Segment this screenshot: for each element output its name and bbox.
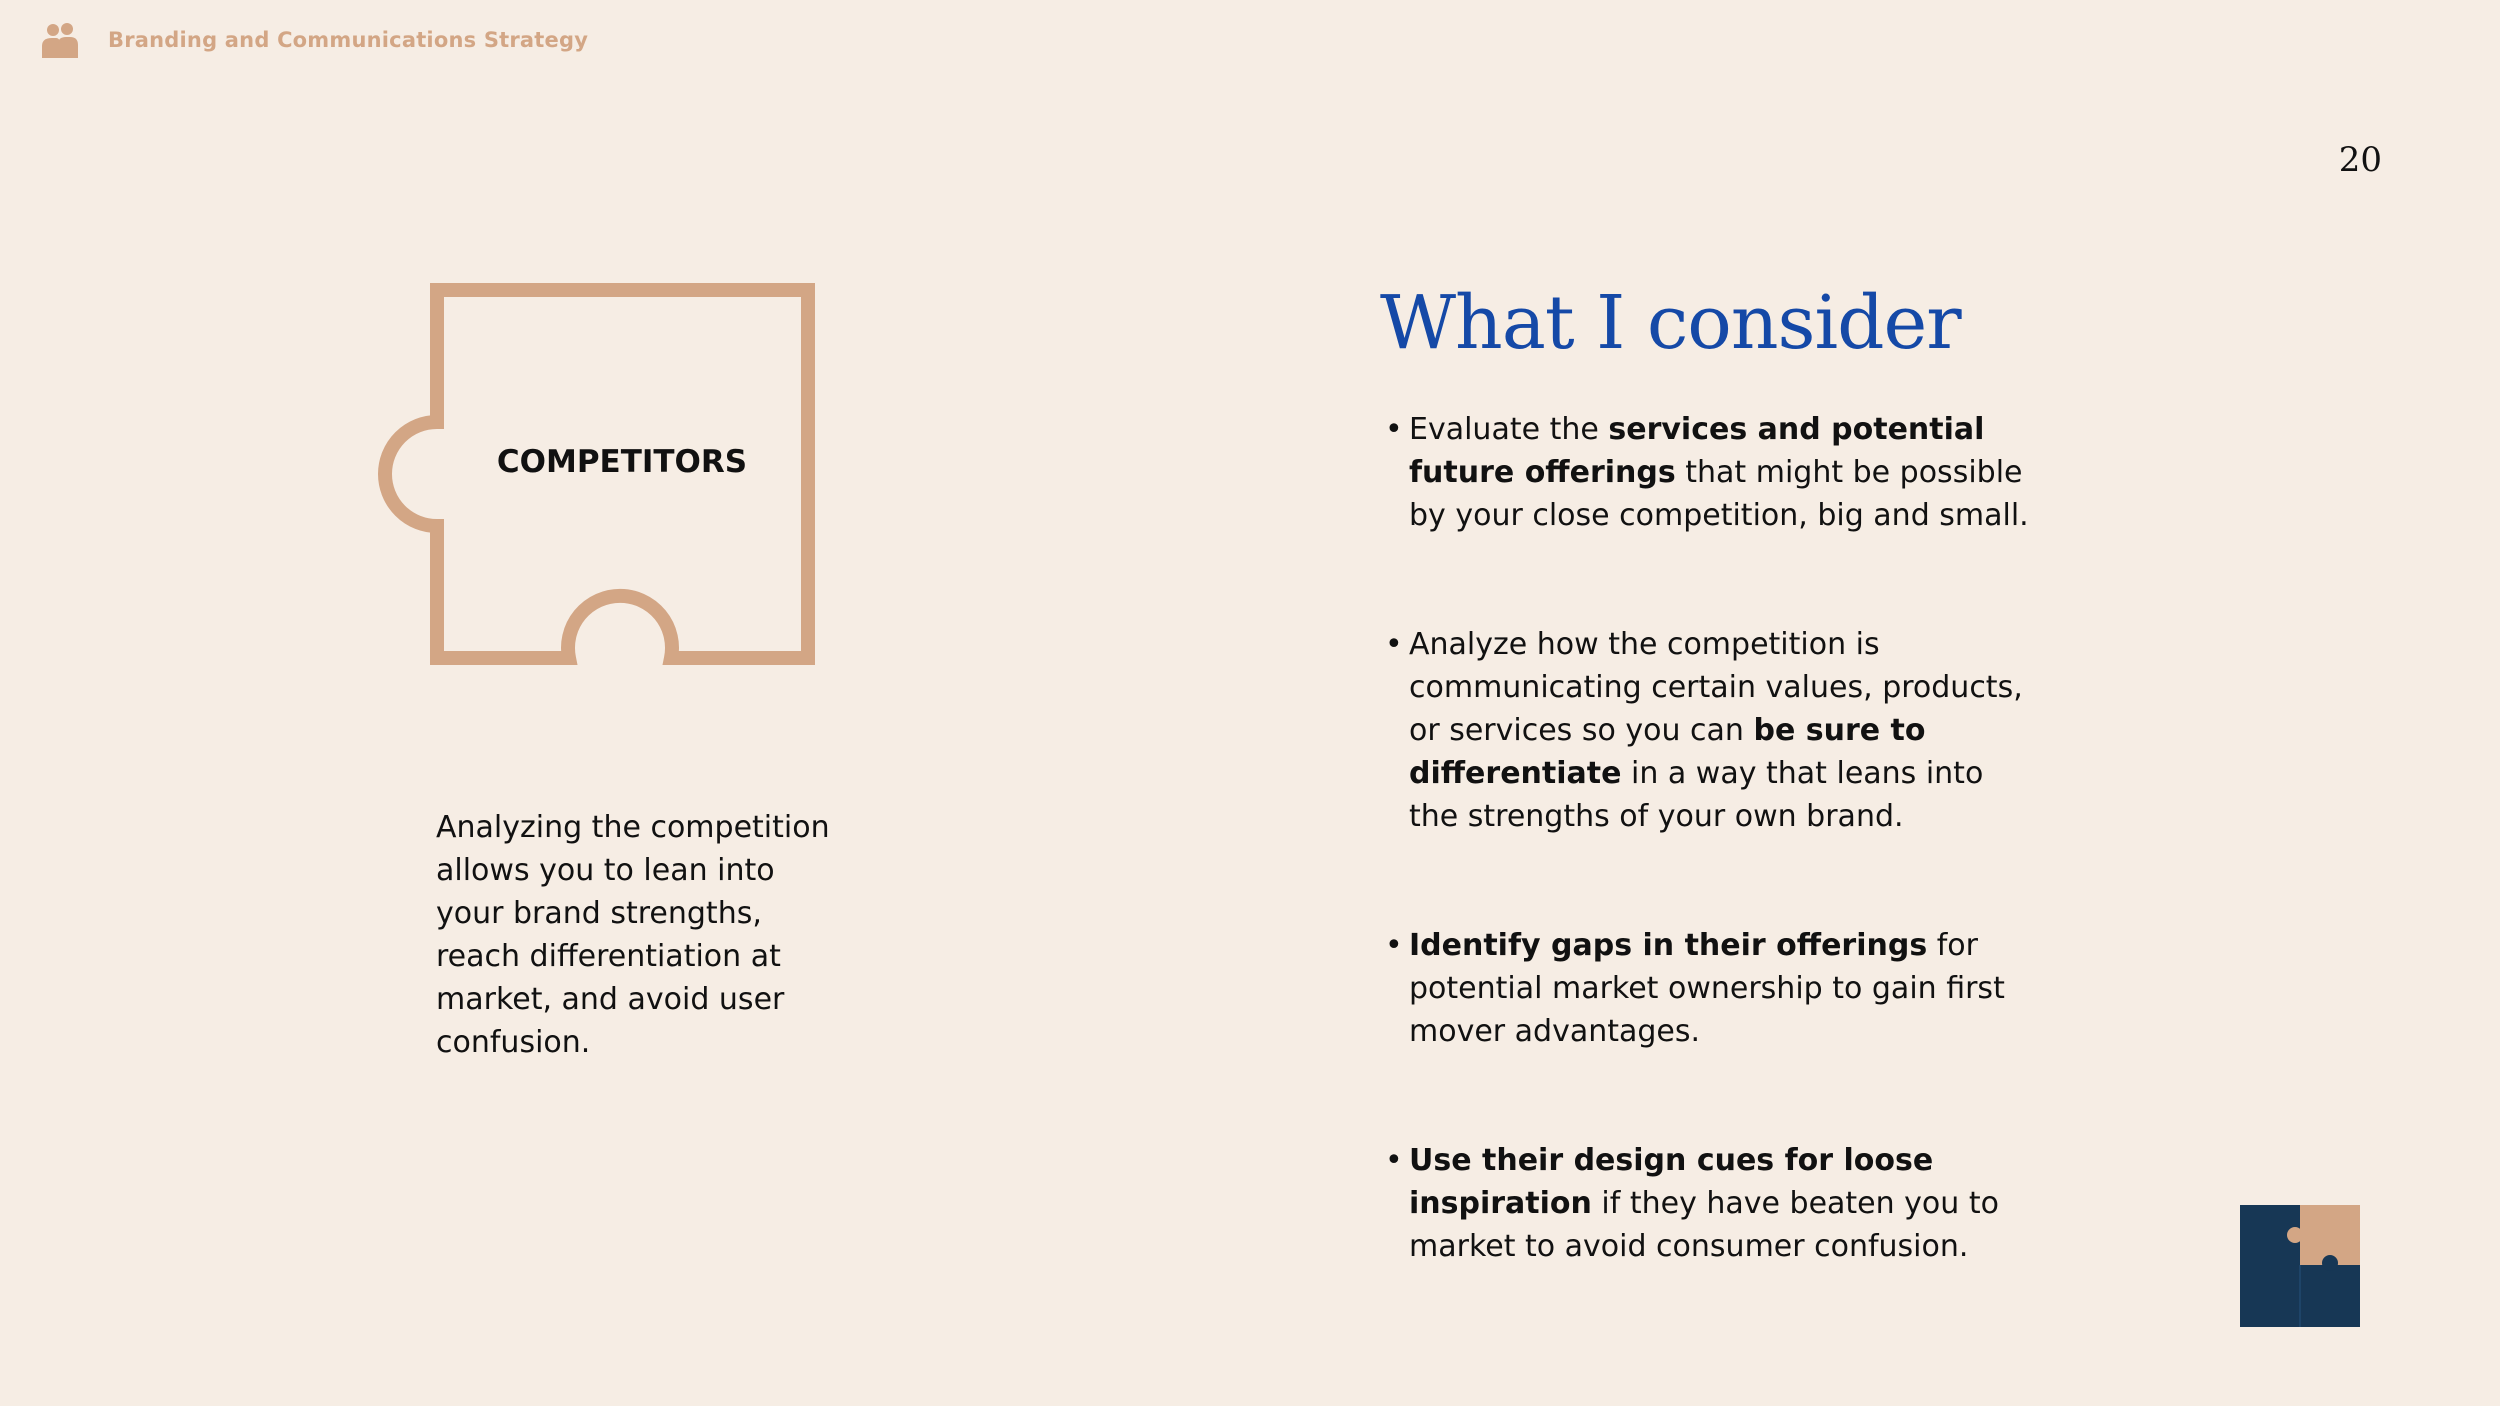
bullet-emphasis: Identify gaps in their offerings bbox=[1409, 928, 1928, 963]
puzzle-label: COMPETITORS bbox=[496, 444, 748, 480]
slide-header bbox=[40, 20, 588, 60]
description-text: Analyzing the competition allows you to lean into your brand strengths, reach differentiation at market, and avoid user confusion. bbox=[436, 810, 830, 1060]
bullet-text: in a way that leans into the strengths of your own brand. bbox=[1409, 756, 1984, 834]
bullet-emphasis: be sure to differentiate bbox=[1409, 713, 1926, 791]
list-item bbox=[1385, 1139, 2035, 1268]
bullet-text: Analyze how the competition is communicating certain values, products, or services so you can bbox=[1409, 627, 2023, 748]
puzzle-pieces-icon bbox=[2240, 1205, 2360, 1327]
bullet-text: that might be possible by your close competition, big and small. bbox=[1409, 455, 2029, 533]
puzzle-piece-icon bbox=[350, 280, 820, 680]
section-heading: What I consider bbox=[1380, 280, 1961, 366]
people-icon bbox=[40, 20, 80, 60]
bullet-text: for potential market ownership to gain first mover advantages. bbox=[1409, 928, 2005, 1049]
list-item bbox=[1385, 924, 2035, 1053]
consideration-list bbox=[1385, 408, 2035, 1268]
bullet-text: Evaluate the bbox=[1409, 412, 1609, 447]
document-title: Branding and Communications Strategy bbox=[108, 28, 589, 52]
bullet-text: if they have beaten you to market to avoid consumer confusion. bbox=[1409, 1186, 1999, 1264]
bullet-emphasis: services and potential future offerings bbox=[1409, 412, 1985, 490]
list-item bbox=[1385, 408, 2035, 537]
list-item bbox=[1385, 623, 2035, 838]
page-number: 20 bbox=[2338, 140, 2382, 180]
bullet-emphasis: Use their design cues for loose inspiration bbox=[1409, 1143, 1934, 1221]
